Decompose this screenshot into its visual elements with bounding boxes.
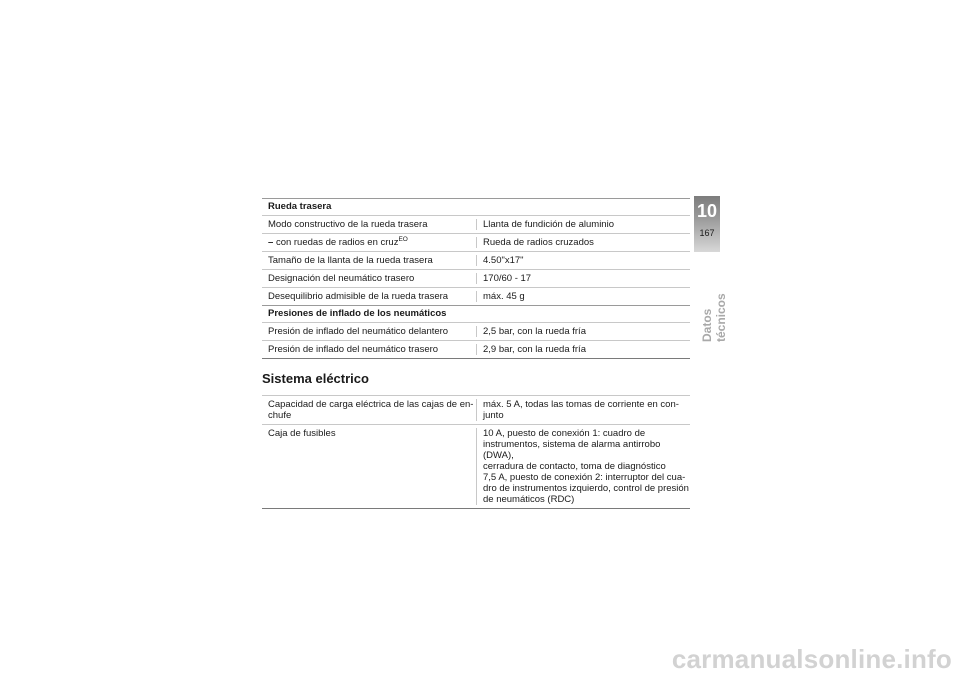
row-label (262, 399, 476, 421)
table-row (262, 269, 690, 287)
section-title: Sistema eléctrico (262, 371, 369, 386)
row-label: Modo constructivo de la rueda trasera (268, 219, 428, 230)
tire-pressure-heading: Presiones de inflado de los neumáticos (262, 305, 690, 322)
table-row (262, 395, 690, 424)
footnote-marker: EO (398, 236, 408, 243)
row-label (262, 237, 476, 248)
rear-wheel-heading: Rueda trasera (262, 198, 690, 215)
row-value: Rueda de radios cruzados (476, 237, 690, 248)
row-label (262, 428, 476, 505)
row-label-text: con ruedas de radios en cruz (275, 237, 399, 248)
label-line: Caja de fusibles (268, 428, 336, 439)
page-content (262, 198, 690, 509)
value-line: junto (483, 410, 504, 421)
table-row (262, 424, 690, 509)
chapter-number: 10 (696, 201, 718, 221)
page-number: 167 (699, 228, 715, 238)
row-label: Desequilibrio admisible de la rueda trasera (268, 291, 449, 302)
row-value: 2,5 bar, con la rueda fría (476, 326, 690, 337)
value-line: de neumáticos (RDC) (483, 494, 575, 505)
row-value: 170/60 - 17 (476, 273, 690, 284)
label-line: Capacidad de carga eléctrica de las cajas de en- (268, 399, 474, 410)
table-row (262, 215, 690, 233)
row-label: Presión de inflado del neumático trasero (268, 344, 439, 355)
row-value: 2,9 bar, con la rueda fría (476, 344, 690, 355)
row-value (476, 399, 690, 421)
row-label: Designación del neumático trasero (268, 273, 415, 284)
dash-marker: – (268, 237, 274, 248)
row-label: Presión de inflado del neumático delantero (268, 326, 449, 337)
chapter-title: Datos técnicos (700, 293, 728, 342)
value-line: dro de instrumentos izquierdo, control de presión (483, 483, 689, 494)
value-line: máx. 5 A, todas las tomas de corriente en con- (483, 399, 679, 410)
value-line: instrumentos, sistema de alarma antirrobo (DWA), (483, 439, 661, 461)
table-row (262, 287, 690, 305)
value-line: 7,5 A, puesto de conexión 2: interruptor del cua- (483, 472, 686, 483)
table-row (262, 251, 690, 269)
row-value: máx. 45 g (476, 291, 690, 302)
table-row (262, 322, 690, 340)
row-value: Llanta de fundición de aluminio (476, 219, 690, 230)
chapter-tab (694, 196, 720, 252)
value-line: cerradura de contacto, toma de diagnóstico (483, 461, 666, 472)
value-line: 10 A, puesto de conexión 1: cuadro de (483, 428, 646, 439)
row-value (476, 428, 690, 505)
label-line: chufe (268, 410, 292, 421)
row-label: Tamaño de la llanta de la rueda trasera (268, 255, 433, 266)
table-row (262, 340, 690, 359)
row-value: 4.50"x17" (476, 255, 690, 266)
table-row (262, 233, 690, 251)
watermark: carmanualsonline.info (671, 644, 952, 674)
